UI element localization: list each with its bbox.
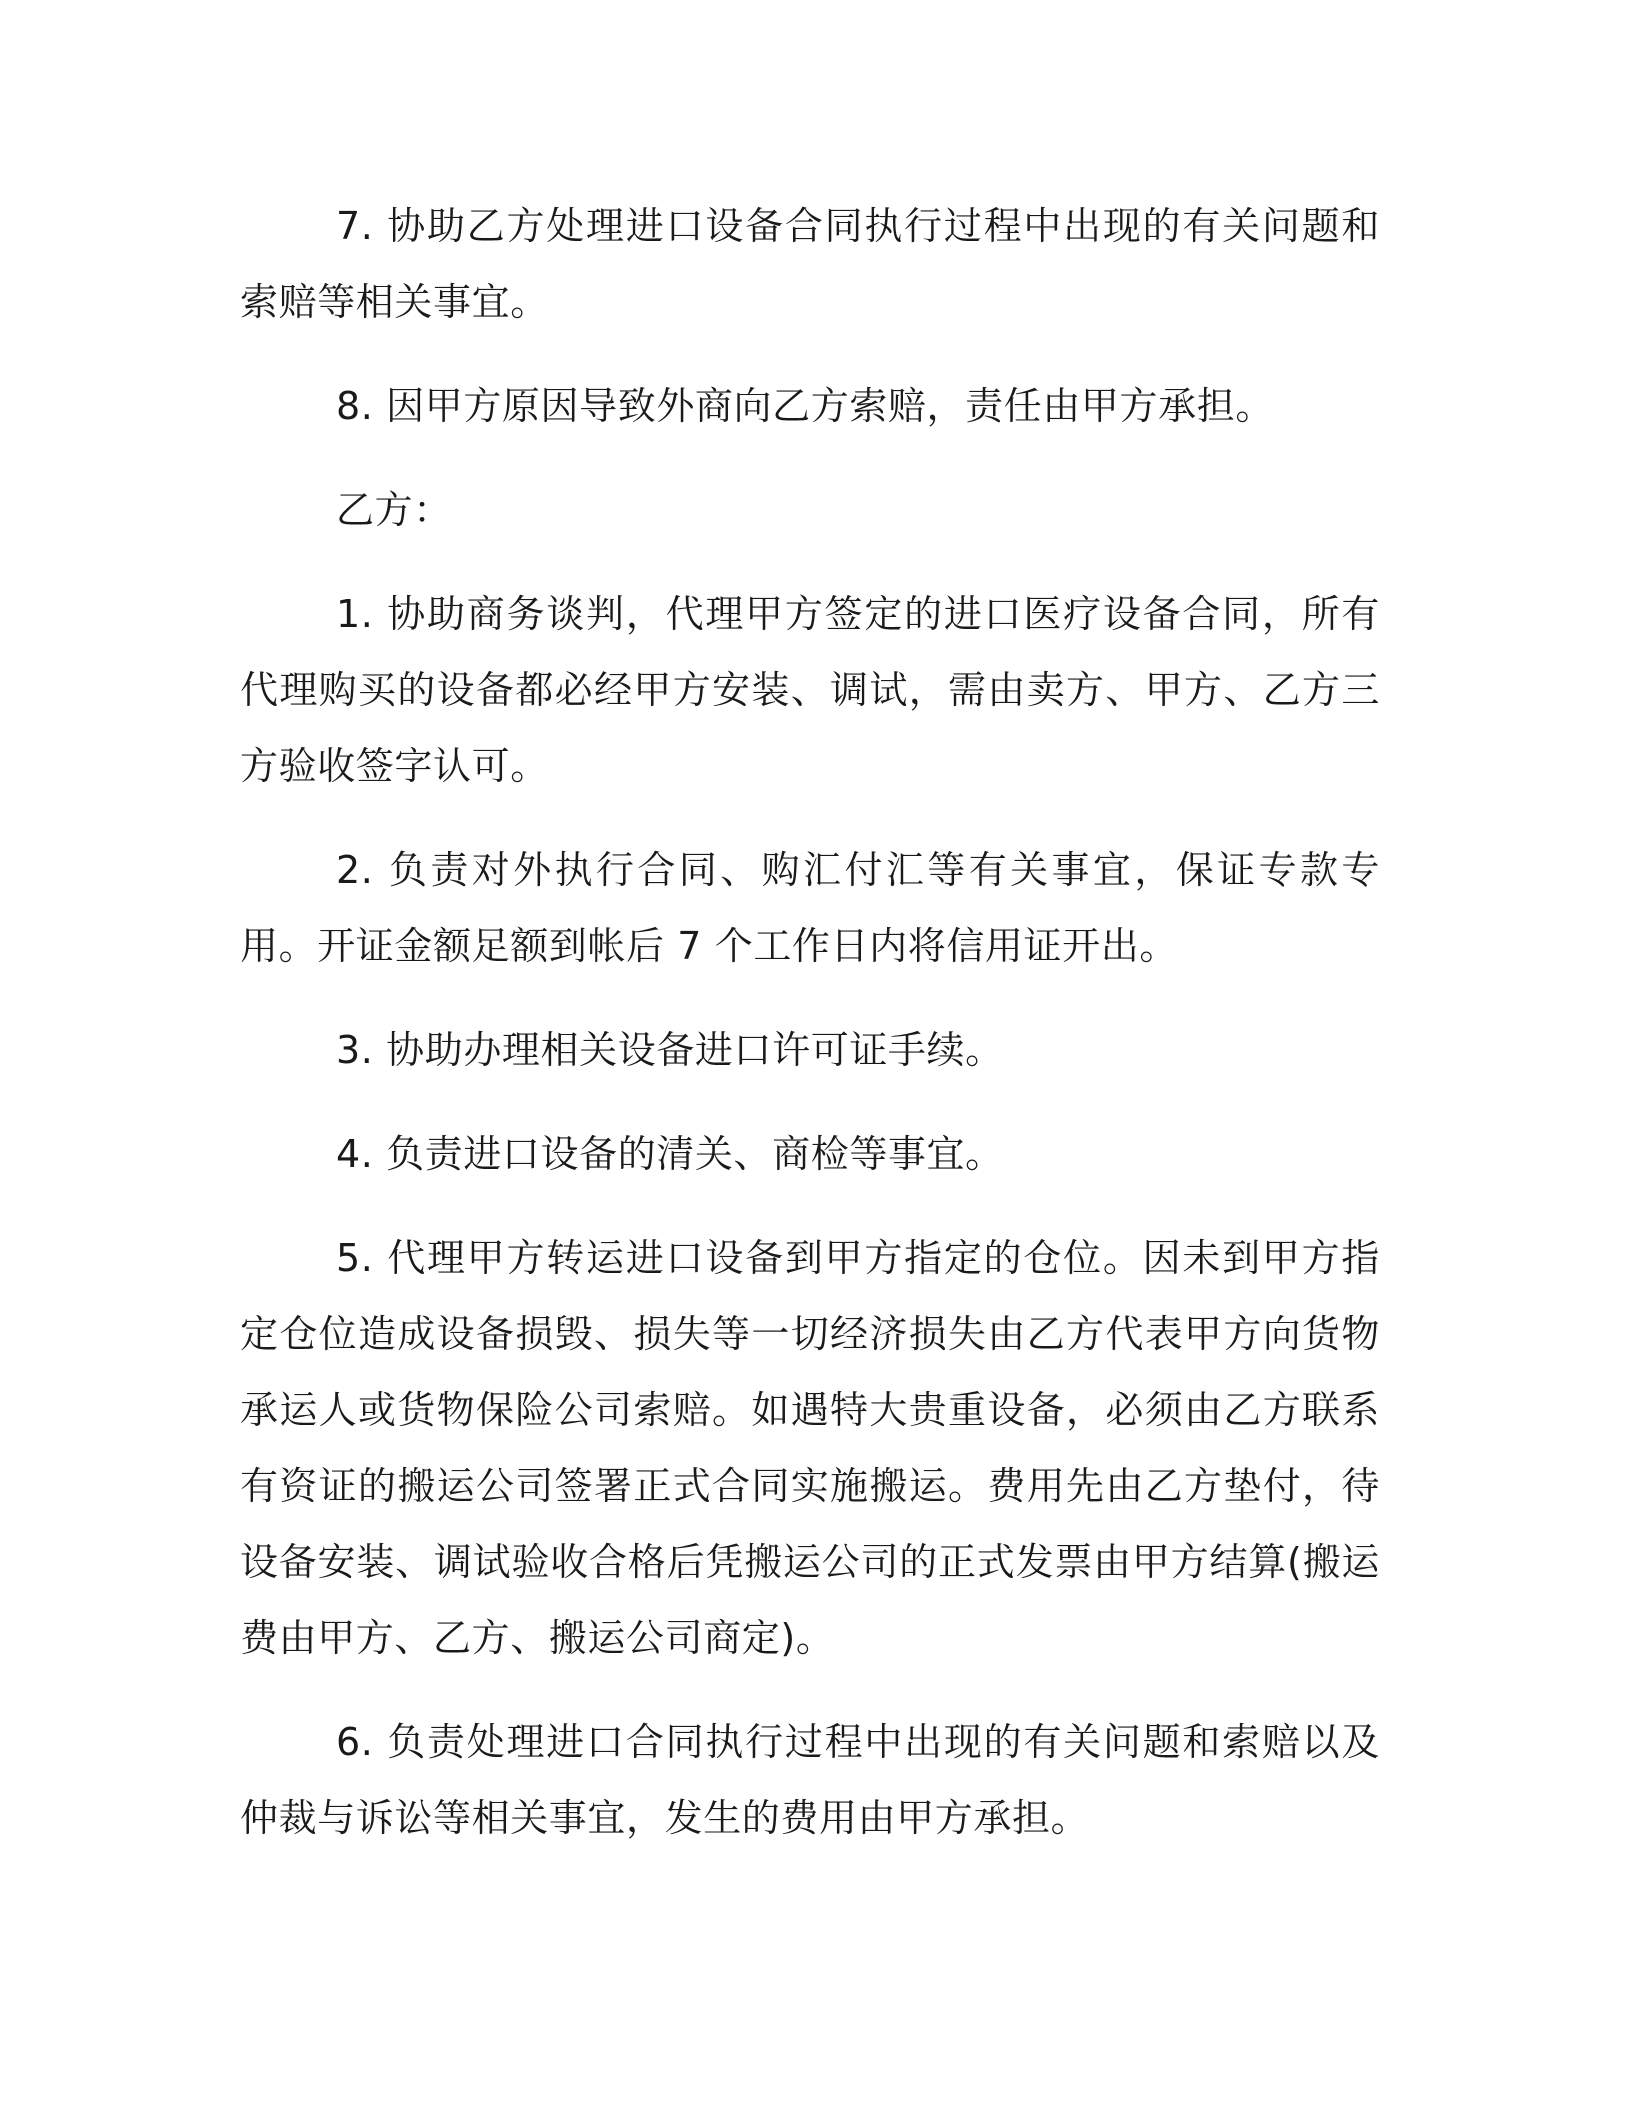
paragraph-party-a-item-7: 7. 协助乙方处理进口设备合同执行过程中出现的有关问题和索赔等相关事宜。 bbox=[240, 204, 1380, 324]
paragraph-party-b-item-2: 2. 负责对外执行合同、购汇付汇等有关事宜，保证专款专用。开证金额足额到帐后 7 个工作日内将信用证开出。 bbox=[240, 848, 1380, 968]
document-body bbox=[240, 188, 1380, 1884]
paragraph-party-a-item-8: 8. 因甲方原因导致外商向乙方索赔，责任由甲方承担。 bbox=[336, 384, 1274, 428]
paragraph-party-b-item-5: 5. 代理甲方转运进口设备到甲方指定的仓位。因未到甲方指定仓位造成设备损毁、损失等一切经济损失由乙方代表甲方向货物承运人或货物保险公司索赔。如遇特大贵重设备，必须由乙方联系有资证的搬运公司签署正式合同实施搬运。费用先由乙方垫付，待设备安装、调试验收合格后凭搬运公司的正式发票由甲方结算(搬运费由甲方、乙方、搬运公司商定)。 bbox=[240, 1236, 1380, 1660]
paragraph-party-b-item-1: 1. 协助商务谈判，代理甲方签定的进口医疗设备合同，所有代理购买的设备都必经甲方安装、调试，需由卖方、甲方、乙方三方验收签字认可。 bbox=[240, 592, 1380, 788]
section-heading-party-b: 乙方： bbox=[336, 488, 452, 532]
paragraph-party-b-item-6: 6. 负责处理进口合同执行过程中出现的有关问题和索赔以及仲裁与诉讼等相关事宜，发生的费用由甲方承担。 bbox=[240, 1720, 1380, 1840]
paragraph-party-b-item-3: 3. 协助办理相关设备进口许可证手续。 bbox=[336, 1028, 1004, 1072]
paragraph-party-b-item-4: 4. 负责进口设备的清关、商检等事宜。 bbox=[336, 1132, 1004, 1176]
